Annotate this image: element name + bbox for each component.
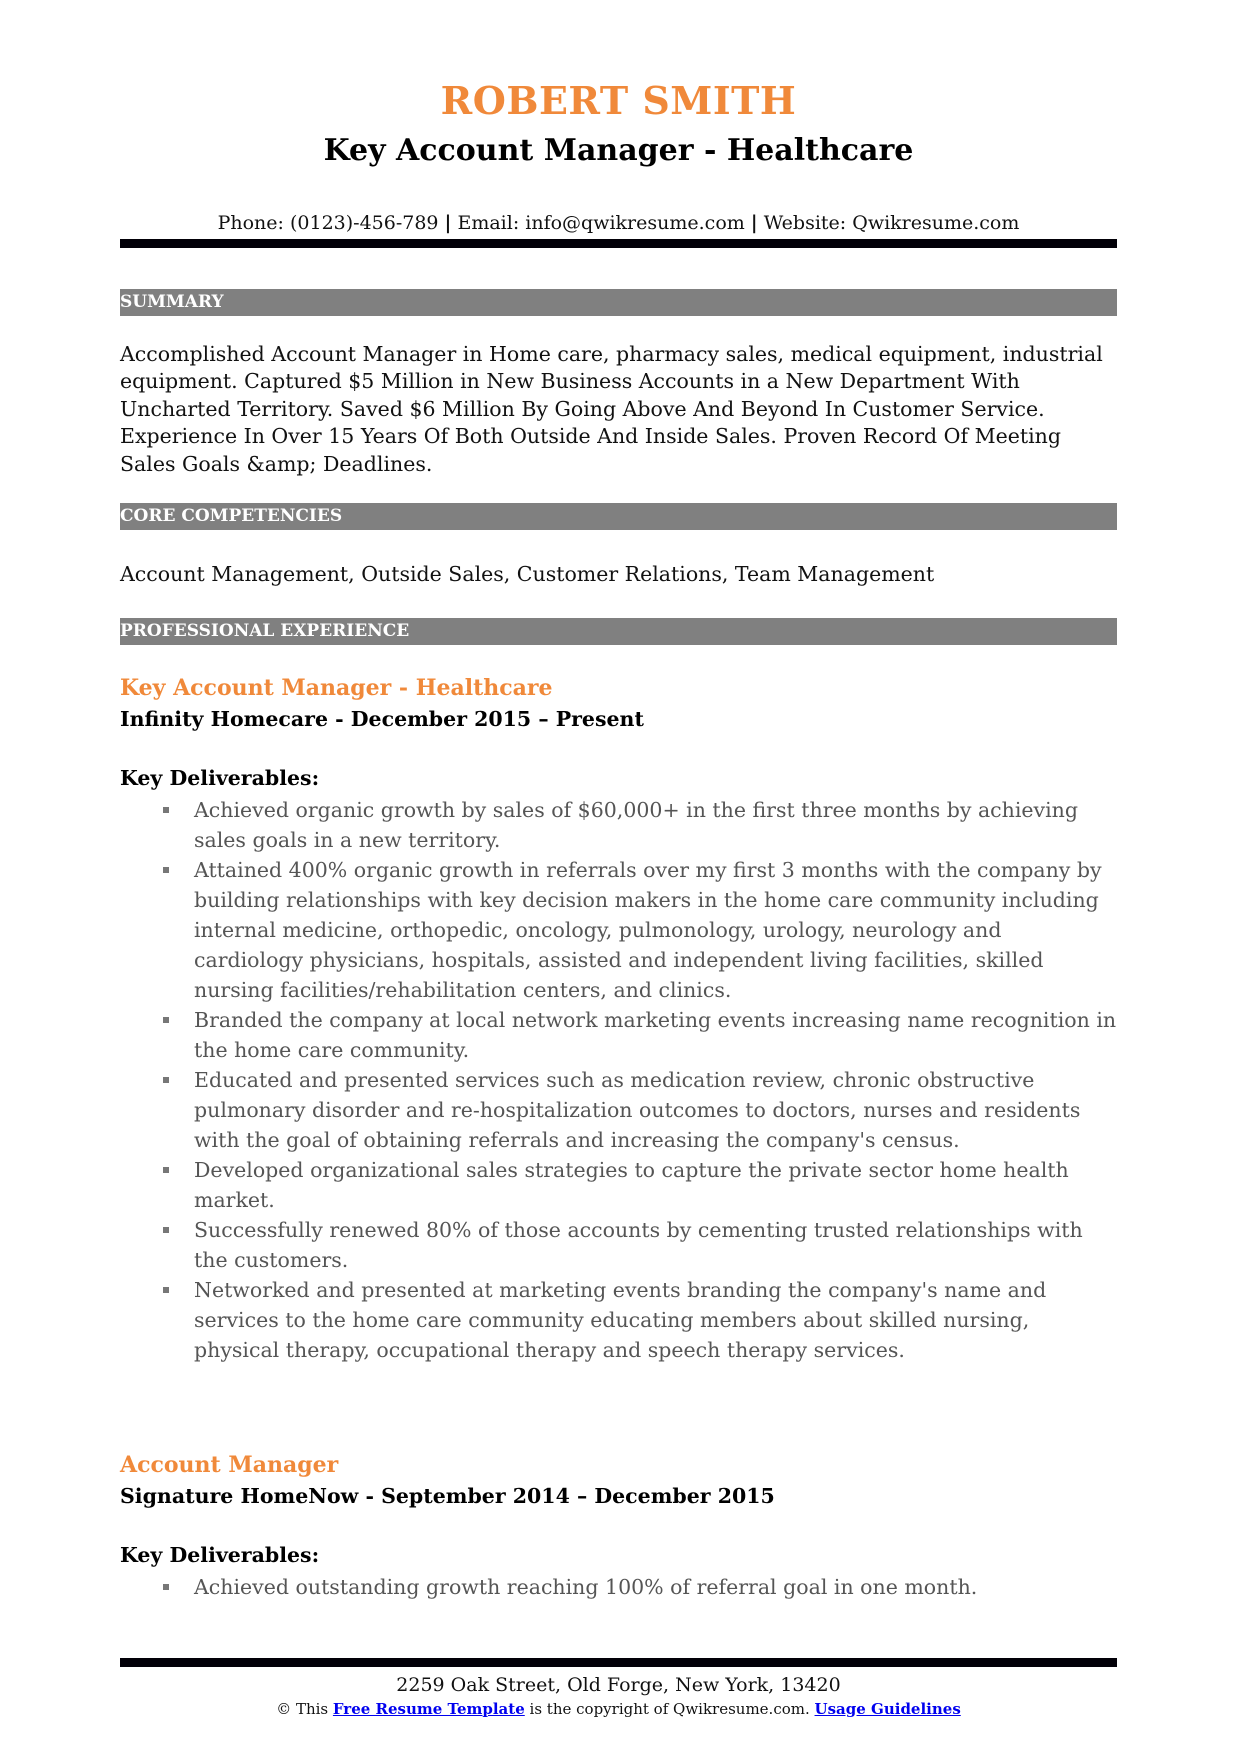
section-heading-summary: SUMMARY bbox=[120, 289, 1117, 316]
list-item: Achieved organic growth by sales of $60,000+ in the first three months by achieving sales goals in a new territory. bbox=[120, 795, 1117, 855]
list-item: Networked and presented at marketing events branding the company's name and services to the home care community educating members about skilled nursing, physical therapy, occupational therapy and speech therapy services. bbox=[120, 1275, 1117, 1365]
footer-copyright bbox=[120, 1700, 1117, 1718]
list-item: Successfully renewed 80% of those accounts by cementing trusted relationships with the customers. bbox=[120, 1215, 1117, 1275]
list-item: Attained 400% organic growth in referrals over my first 3 months with the company by building relationships with key decision makers in the home care community including internal medicine, orthopedic, oncology, pulmonology, urology, neurology and cardiology physicians, hospitals, assisted and independent living facilities, skilled nursing facilities/rehabilitation centers, and clinics. bbox=[120, 855, 1117, 1005]
usage-guidelines-link[interactable]: Usage Guidelines bbox=[814, 1700, 961, 1718]
footer-address: 2259 Oak Street, Old Forge, New York, 13420 bbox=[396, 1674, 841, 1696]
section-heading-experience: PROFESSIONAL EXPERIENCE bbox=[120, 618, 1117, 645]
deliverables-list bbox=[120, 795, 1117, 1365]
competencies-text: Account Management, Outside Sales, Customer Relations, Team Management bbox=[120, 562, 935, 586]
deliverables-label: Key Deliverables: bbox=[120, 1543, 320, 1567]
separator: | bbox=[750, 212, 758, 234]
summary-text: Accomplished Account Manager in Home care, pharmacy sales, medical equipment, industrial equipment. Captured $5 Million in New Business Accounts in a New Department With Uncharted Territory. Saved $6 Million By Going Above And Beyond In Customer Service. Experience In Over 15 Years Of Both Outside And Inside Sales. Proven Record Of Meeting Sales Goals &amp; Deadlines. bbox=[120, 342, 1103, 476]
section-heading-competencies: CORE COMPETENCIES bbox=[120, 503, 1117, 530]
website: Website: Qwikresume.com bbox=[763, 212, 1020, 234]
header-divider bbox=[120, 239, 1117, 248]
deliverables-list bbox=[120, 1572, 1117, 1602]
job-title: Key Account Manager - Healthcare bbox=[120, 675, 553, 701]
deliverables-label: Key Deliverables: bbox=[120, 766, 320, 790]
copyright-prefix: © This bbox=[276, 1700, 329, 1718]
contact-line bbox=[120, 212, 1117, 234]
list-item: Educated and presented services such as medication review, chronic obstructive pulmonary disorder and re-hospitalization outcomes to doctors, nurses and residents with the goal of obtaining referrals and increasing the company's census. bbox=[120, 1065, 1117, 1155]
job-title: Account Manager bbox=[120, 1452, 339, 1478]
free-resume-template-link[interactable]: Free Resume Template bbox=[332, 1700, 525, 1718]
candidate-title: Key Account Manager - Healthcare bbox=[323, 133, 914, 168]
email: Email: info@qwikresume.com bbox=[457, 212, 745, 234]
list-item: Developed organizational sales strategies to capture the private sector home health market. bbox=[120, 1155, 1117, 1215]
list-item: Branded the company at local network marketing events increasing name recognition in the home care community. bbox=[120, 1005, 1117, 1065]
phone: Phone: (0123)-456-789 bbox=[217, 212, 439, 234]
copyright-text: is the copyright of Qwikresume.com. bbox=[529, 1700, 810, 1718]
job-company: Signature HomeNow - September 2014 – December 2015 bbox=[120, 1484, 775, 1508]
job-company: Infinity Homecare - December 2015 – Present bbox=[120, 707, 644, 731]
list-item: Achieved outstanding growth reaching 100% of referral goal in one month. bbox=[120, 1572, 1117, 1602]
footer-divider bbox=[120, 1658, 1117, 1667]
candidate-name: ROBERT SMITH bbox=[440, 78, 797, 123]
separator: | bbox=[444, 212, 452, 234]
